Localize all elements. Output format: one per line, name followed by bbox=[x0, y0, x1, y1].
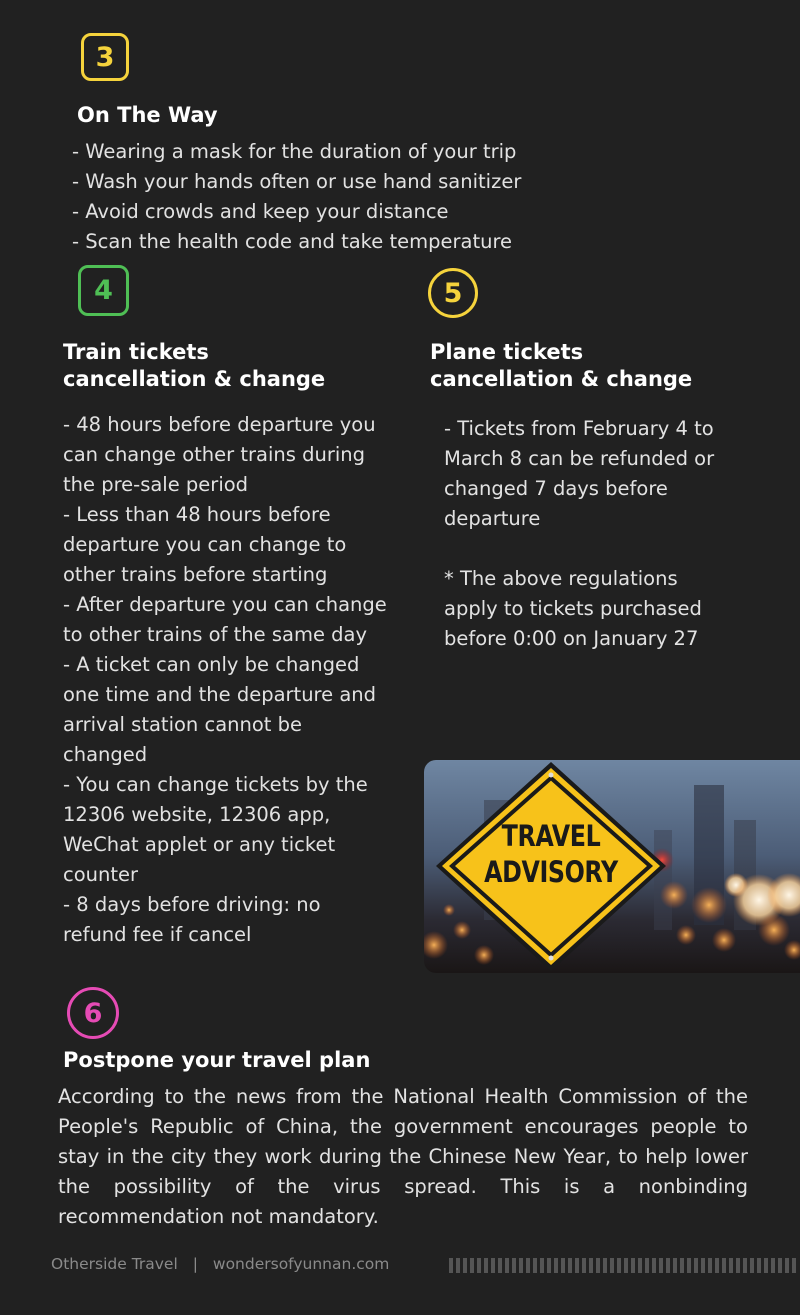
step-number-3: 3 bbox=[81, 33, 129, 81]
footer-decorative-bars bbox=[449, 1258, 800, 1273]
section-title-plane-tickets bbox=[430, 339, 692, 393]
list-line: refund fee if cancel bbox=[63, 923, 252, 946]
step-number-4: 4 bbox=[78, 265, 129, 316]
step-number-5: 5 bbox=[428, 268, 478, 318]
note-line: * The above regulations bbox=[444, 567, 678, 590]
list-item: - Wash your hands often or use hand sanitizer bbox=[72, 170, 522, 193]
list-item: - Wearing a mask for the duration of your trip bbox=[72, 140, 517, 163]
note-line: apply to tickets purchased bbox=[444, 597, 702, 620]
list-line: departure bbox=[444, 507, 541, 530]
list-line: - A ticket can only be changed bbox=[63, 653, 360, 676]
sign-text bbox=[457, 818, 646, 890]
list-line: WeChat applet or any ticket bbox=[63, 833, 336, 856]
list-line: - Less than 48 hours before bbox=[63, 503, 331, 526]
section-title-postpone: Postpone your travel plan bbox=[63, 1048, 371, 1072]
travel-advisory-photo bbox=[424, 760, 800, 973]
list-line: one time and the departure and bbox=[63, 683, 377, 706]
title-line: cancellation & change bbox=[63, 367, 326, 391]
note-line: before 0:00 on January 27 bbox=[444, 627, 699, 650]
section-title-on-the-way: On The Way bbox=[77, 103, 218, 127]
plane-tickets-list bbox=[444, 414, 714, 534]
step-number-6: 6 bbox=[67, 987, 119, 1039]
on-the-way-list bbox=[72, 137, 521, 257]
list-line: - 8 days before driving: no bbox=[63, 893, 321, 916]
title-line: Plane tickets bbox=[430, 340, 584, 364]
list-line: counter bbox=[63, 863, 139, 886]
train-tickets-list bbox=[63, 410, 387, 950]
title-line: cancellation & change bbox=[430, 367, 693, 391]
section-title-train-tickets bbox=[63, 339, 325, 393]
postpone-paragraph: According to the news from the National Health Commission of the People's Republic of China, the government encourages people to stay in the city they work during the Chinese New Year, to help lower the possibility of the virus spread. This is a nonbinding recommendation not mandatory. bbox=[58, 1085, 748, 1228]
list-line: March 8 can be refunded or bbox=[444, 447, 715, 470]
list-line: - You can change tickets by the bbox=[63, 773, 368, 796]
footer-site: wondersofyunnan.com bbox=[212, 1255, 390, 1273]
list-line: other trains before starting bbox=[63, 563, 328, 586]
sign-line-1: TRAVEL bbox=[501, 819, 601, 853]
list-line: changed bbox=[63, 743, 148, 766]
footer-separator: | bbox=[192, 1255, 198, 1273]
list-line: arrival station cannot be bbox=[63, 713, 303, 736]
list-line: departure you can change to bbox=[63, 533, 347, 556]
list-line: changed 7 days before bbox=[444, 477, 668, 500]
list-line: can change other trains during bbox=[63, 443, 365, 466]
plane-tickets-note bbox=[444, 564, 702, 654]
list-line: - After departure you can change bbox=[63, 593, 387, 616]
list-line: - 48 hours before departure you bbox=[63, 413, 376, 436]
list-line: the pre-sale period bbox=[63, 473, 249, 496]
list-line: 12306 website, 12306 app, bbox=[63, 803, 331, 826]
list-item: - Avoid crowds and keep your distance bbox=[72, 200, 449, 223]
sign-line-2: ADVISORY bbox=[484, 855, 618, 889]
list-line: - Tickets from February 4 to bbox=[444, 417, 714, 440]
footer-brand: Otherside Travel bbox=[51, 1255, 178, 1273]
footer bbox=[51, 1255, 389, 1273]
title-line: Train tickets bbox=[63, 340, 209, 364]
list-line: to other trains of the same day bbox=[63, 623, 368, 646]
list-item: - Scan the health code and take temperature bbox=[72, 230, 513, 253]
